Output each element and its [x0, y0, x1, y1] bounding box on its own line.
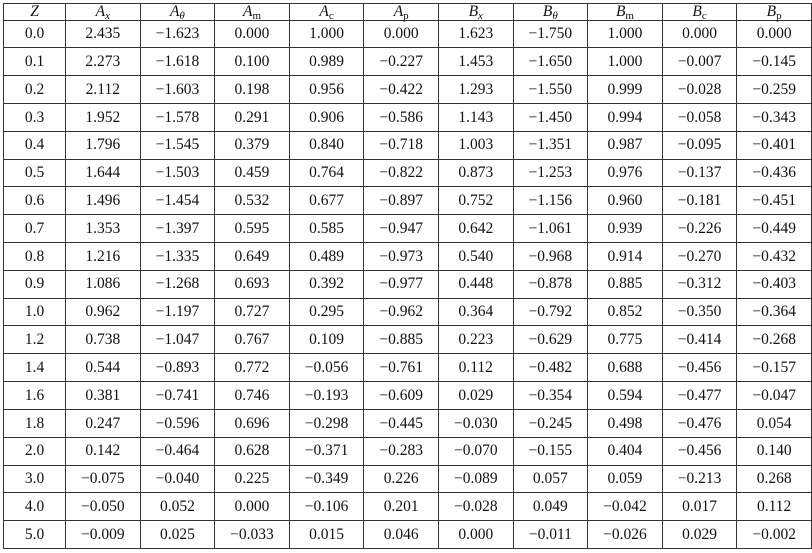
table-cell: −0.449 — [737, 215, 812, 243]
table-cell: 0.000 — [662, 20, 737, 48]
table-cell: 0.727 — [215, 298, 290, 326]
table-cell: 0.840 — [289, 131, 364, 159]
table-cell: 0.142 — [66, 437, 141, 465]
table-cell: −0.056 — [289, 354, 364, 382]
table-cell: −0.364 — [737, 298, 812, 326]
z-value-cell: 4.0 — [4, 493, 66, 521]
table-cell: 0.960 — [588, 187, 663, 215]
column-header-subscript: c — [328, 10, 334, 22]
table-cell: 0.642 — [438, 215, 513, 243]
table-cell: 0.693 — [215, 270, 290, 298]
z-value-cell: 0.2 — [4, 76, 66, 104]
table-header — [4, 4, 812, 21]
table-cell: −0.456 — [662, 437, 737, 465]
table-cell: 0.112 — [438, 354, 513, 382]
table-cell: −1.253 — [513, 159, 588, 187]
table-cell: −1.623 — [140, 20, 215, 48]
table-cell: −0.026 — [588, 521, 663, 549]
table-row — [4, 270, 812, 298]
table-cell: −0.226 — [662, 215, 737, 243]
column-header — [215, 4, 290, 21]
table-cell: −0.095 — [662, 131, 737, 159]
table-cell: −0.089 — [438, 465, 513, 493]
table-cell: 0.000 — [215, 493, 290, 521]
table-cell: −0.456 — [662, 354, 737, 382]
column-header-subscript: p — [776, 10, 782, 22]
table-row — [4, 437, 812, 465]
table-cell: 0.999 — [588, 76, 663, 104]
table-cell: −0.973 — [364, 243, 439, 271]
column-header — [438, 4, 513, 21]
table-cell: 1.496 — [66, 187, 141, 215]
table-cell: −0.451 — [737, 187, 812, 215]
table-cell: 0.049 — [513, 493, 588, 521]
table-cell: 2.273 — [66, 48, 141, 76]
table-cell: −0.259 — [737, 76, 812, 104]
table-cell: −0.718 — [364, 131, 439, 159]
column-header-symbol: Z — [30, 3, 39, 20]
table-cell: −0.629 — [513, 326, 588, 354]
table-cell: 1.353 — [66, 215, 141, 243]
table-cell: −0.042 — [588, 493, 663, 521]
table-cell: −0.464 — [140, 437, 215, 465]
column-header — [364, 4, 439, 21]
table-cell: −0.371 — [289, 437, 364, 465]
table-cell: 1.952 — [66, 103, 141, 131]
table-cell: 0.381 — [66, 382, 141, 410]
table-cell: 0.989 — [289, 48, 364, 76]
z-value-cell: 3.0 — [4, 465, 66, 493]
column-header-symbol: A — [319, 3, 329, 20]
table-cell: 0.223 — [438, 326, 513, 354]
table-cell: 0.962 — [66, 298, 141, 326]
table-cell: −0.977 — [364, 270, 439, 298]
table-cell: −0.349 — [289, 465, 364, 493]
table-row — [4, 382, 812, 410]
table-cell: −1.197 — [140, 298, 215, 326]
table-cell: 0.247 — [66, 409, 141, 437]
table-cell: −0.354 — [513, 382, 588, 410]
table-cell: 1.000 — [588, 20, 663, 48]
table-cell: 0.738 — [66, 326, 141, 354]
column-header-subscript: m — [252, 10, 261, 22]
table-cell: 1.644 — [66, 159, 141, 187]
table-row — [4, 131, 812, 159]
table-body — [4, 20, 812, 549]
table-cell: 2.112 — [66, 76, 141, 104]
table-cell: 0.000 — [737, 20, 812, 48]
table-cell: −0.193 — [289, 382, 364, 410]
column-header — [289, 4, 364, 21]
table-cell: 0.112 — [737, 493, 812, 521]
column-header-symbol: B — [766, 3, 777, 20]
table-cell: −0.897 — [364, 187, 439, 215]
table-cell: 0.594 — [588, 382, 663, 410]
table-cell: 0.404 — [588, 437, 663, 465]
table-cell: 0.544 — [66, 354, 141, 382]
table-cell: −0.040 — [140, 465, 215, 493]
table-cell: −0.476 — [662, 409, 737, 437]
column-header-symbol: A — [393, 3, 404, 20]
table-cell: 0.054 — [737, 409, 812, 437]
table-cell: −0.947 — [364, 215, 439, 243]
table-cell: −0.822 — [364, 159, 439, 187]
table-cell: −0.432 — [737, 243, 812, 271]
table-cell: −0.007 — [662, 48, 737, 76]
table-cell: 0.025 — [140, 521, 215, 549]
table-cell: −1.550 — [513, 76, 588, 104]
table-cell: 0.873 — [438, 159, 513, 187]
table-cell: 0.379 — [215, 131, 290, 159]
table-cell: −0.962 — [364, 298, 439, 326]
table-cell: −0.298 — [289, 409, 364, 437]
table-cell: 0.914 — [588, 243, 663, 271]
table-row — [4, 298, 812, 326]
table-cell: −1.047 — [140, 326, 215, 354]
table-row — [4, 76, 812, 104]
z-value-cell: 0.0 — [4, 20, 66, 48]
table-cell: 1.293 — [438, 76, 513, 104]
z-value-cell: 1.4 — [4, 354, 66, 382]
table-cell: −0.028 — [662, 76, 737, 104]
table-cell: −1.454 — [140, 187, 215, 215]
table-row — [4, 326, 812, 354]
column-header — [737, 4, 812, 21]
table-cell: 1.216 — [66, 243, 141, 271]
table-cell: 0.268 — [737, 465, 812, 493]
column-header-symbol: A — [242, 3, 253, 20]
table-cell: −0.075 — [66, 465, 141, 493]
table-cell: 0.696 — [215, 409, 290, 437]
table-cell: 0.392 — [289, 270, 364, 298]
table-row — [4, 20, 812, 48]
column-header — [140, 4, 215, 21]
table-cell: −0.030 — [438, 409, 513, 437]
table-cell: 0.775 — [588, 326, 663, 354]
table-cell: −0.343 — [737, 103, 812, 131]
table-cell: 0.201 — [364, 493, 439, 521]
table-cell: 1.143 — [438, 103, 513, 131]
table-cell: 0.595 — [215, 215, 290, 243]
z-value-cell: 5.0 — [4, 521, 66, 549]
table-cell: 0.677 — [289, 187, 364, 215]
z-value-cell: 1.0 — [4, 298, 66, 326]
table-cell: −0.058 — [662, 103, 737, 131]
z-value-cell: 0.4 — [4, 131, 66, 159]
table-cell: 0.939 — [588, 215, 663, 243]
table-cell: 0.885 — [588, 270, 663, 298]
table-cell: 0.746 — [215, 382, 290, 410]
table-cell: −0.596 — [140, 409, 215, 437]
column-header — [588, 4, 663, 21]
column-header-symbol: B — [615, 3, 626, 20]
z-value-cell: 0.5 — [4, 159, 66, 187]
table-cell: 0.015 — [289, 521, 364, 549]
table-cell: −0.609 — [364, 382, 439, 410]
table-cell: −0.761 — [364, 354, 439, 382]
z-value-cell: 0.8 — [4, 243, 66, 271]
column-header-symbol: B — [692, 3, 702, 20]
table-row — [4, 465, 812, 493]
table-cell: 1.000 — [289, 20, 364, 48]
table-cell: 0.498 — [588, 409, 663, 437]
z-value-cell: 0.6 — [4, 187, 66, 215]
table-cell: −0.403 — [737, 270, 812, 298]
column-header-subscript: x — [105, 10, 110, 22]
column-header — [513, 4, 588, 21]
table-cell: 0.767 — [215, 326, 290, 354]
table-cell: −0.011 — [513, 521, 588, 549]
table-cell: −0.401 — [737, 131, 812, 159]
table-row — [4, 103, 812, 131]
table-row — [4, 493, 812, 521]
table-cell: −1.351 — [513, 131, 588, 159]
table-cell: −1.397 — [140, 215, 215, 243]
column-header — [66, 4, 141, 21]
table-cell: −0.137 — [662, 159, 737, 187]
table-row — [4, 243, 812, 271]
table-cell: 0.448 — [438, 270, 513, 298]
table-cell: 0.225 — [215, 465, 290, 493]
table-cell: −0.586 — [364, 103, 439, 131]
table-cell: −0.245 — [513, 409, 588, 437]
column-header-subscript: p — [403, 10, 409, 22]
table-cell: −0.477 — [662, 382, 737, 410]
table-cell: −0.145 — [737, 48, 812, 76]
table-cell: −0.312 — [662, 270, 737, 298]
table-cell: 0.140 — [737, 437, 812, 465]
table-cell: 0.100 — [215, 48, 290, 76]
table-cell: −0.350 — [662, 298, 737, 326]
table-cell: 0.046 — [364, 521, 439, 549]
z-value-cell: 0.1 — [4, 48, 66, 76]
table-cell: −1.268 — [140, 270, 215, 298]
table-cell: 1.453 — [438, 48, 513, 76]
data-table — [3, 3, 812, 549]
table-cell: 0.649 — [215, 243, 290, 271]
table-cell: 1.003 — [438, 131, 513, 159]
table-cell: −1.618 — [140, 48, 215, 76]
table-cell: −0.033 — [215, 521, 290, 549]
table-cell: 0.000 — [215, 20, 290, 48]
table-cell: 0.052 — [140, 493, 215, 521]
table-cell: 0.226 — [364, 465, 439, 493]
table-cell: 0.057 — [513, 465, 588, 493]
table-cell: −0.070 — [438, 437, 513, 465]
table-cell: 0.532 — [215, 187, 290, 215]
column-header-symbol: A — [169, 3, 180, 20]
table-cell: 0.628 — [215, 437, 290, 465]
table-cell: 0.000 — [438, 521, 513, 549]
table-cell: −0.878 — [513, 270, 588, 298]
table-cell: −0.009 — [66, 521, 141, 549]
z-value-cell: 1.2 — [4, 326, 66, 354]
table-row — [4, 187, 812, 215]
table-cell: −0.106 — [289, 493, 364, 521]
table-cell: 0.994 — [588, 103, 663, 131]
column-header-subscript: c — [701, 10, 707, 22]
column-header-subscript: x — [478, 10, 483, 22]
table-cell: −0.283 — [364, 437, 439, 465]
table-cell: −0.422 — [364, 76, 439, 104]
table-cell: −0.270 — [662, 243, 737, 271]
table-cell: −0.968 — [513, 243, 588, 271]
table-cell: 0.029 — [438, 382, 513, 410]
table-cell: 0.000 — [364, 20, 439, 48]
z-value-cell: 0.9 — [4, 270, 66, 298]
table-cell: −1.335 — [140, 243, 215, 271]
table-cell: −1.650 — [513, 48, 588, 76]
table-cell: 0.906 — [289, 103, 364, 131]
header-row — [4, 4, 812, 21]
table-cell: −1.603 — [140, 76, 215, 104]
table-cell: 0.976 — [588, 159, 663, 187]
z-value-cell: 0.3 — [4, 103, 66, 131]
table-cell: −0.741 — [140, 382, 215, 410]
table-cell: −0.028 — [438, 493, 513, 521]
column-header-subscript: θ — [552, 10, 558, 22]
column-header — [4, 4, 66, 21]
z-value-cell: 1.8 — [4, 409, 66, 437]
table-row — [4, 48, 812, 76]
table-cell: −0.047 — [737, 382, 812, 410]
table-cell: −0.436 — [737, 159, 812, 187]
table-cell: 0.364 — [438, 298, 513, 326]
table-cell: −0.181 — [662, 187, 737, 215]
table-cell: −0.885 — [364, 326, 439, 354]
column-header-subscript: θ — [179, 10, 185, 22]
table-cell: 0.752 — [438, 187, 513, 215]
table-cell: 0.987 — [588, 131, 663, 159]
table-cell: −0.414 — [662, 326, 737, 354]
table-cell: −0.155 — [513, 437, 588, 465]
table-cell: 0.059 — [588, 465, 663, 493]
table-cell: −0.213 — [662, 465, 737, 493]
table-cell: −0.268 — [737, 326, 812, 354]
table-cell: −1.578 — [140, 103, 215, 131]
table-cell: 0.109 — [289, 326, 364, 354]
table-cell: −0.157 — [737, 354, 812, 382]
z-value-cell: 1.6 — [4, 382, 66, 410]
table-cell: −0.050 — [66, 493, 141, 521]
table-cell: 0.772 — [215, 354, 290, 382]
table-cell: 1.000 — [588, 48, 663, 76]
column-header-symbol: B — [468, 3, 479, 20]
table-row — [4, 159, 812, 187]
table-cell: 2.435 — [66, 20, 141, 48]
table-cell: 1.623 — [438, 20, 513, 48]
z-value-cell: 2.0 — [4, 437, 66, 465]
table-cell: −1.503 — [140, 159, 215, 187]
table-cell: −1.545 — [140, 131, 215, 159]
table-cell: −0.482 — [513, 354, 588, 382]
table-cell: 0.295 — [289, 298, 364, 326]
table-cell: −0.227 — [364, 48, 439, 76]
table-cell: 0.764 — [289, 159, 364, 187]
table-cell: −0.893 — [140, 354, 215, 382]
column-header-symbol: B — [542, 3, 553, 20]
table-cell: −1.450 — [513, 103, 588, 131]
table-cell: −1.061 — [513, 215, 588, 243]
z-value-cell: 0.7 — [4, 215, 66, 243]
table-cell: 0.585 — [289, 215, 364, 243]
column-header — [662, 4, 737, 21]
table-cell: 0.459 — [215, 159, 290, 187]
table-cell: −0.445 — [364, 409, 439, 437]
table-cell: 0.540 — [438, 243, 513, 271]
table-cell: 0.852 — [588, 298, 663, 326]
table-cell: −0.002 — [737, 521, 812, 549]
table-cell: −1.750 — [513, 20, 588, 48]
table-cell: 0.489 — [289, 243, 364, 271]
column-header-symbol: A — [95, 3, 106, 20]
table-cell: −1.156 — [513, 187, 588, 215]
column-header-subscript: m — [625, 10, 634, 22]
table-cell: 0.956 — [289, 76, 364, 104]
table-cell: 0.017 — [662, 493, 737, 521]
table-cell: 0.291 — [215, 103, 290, 131]
table-cell: 0.029 — [662, 521, 737, 549]
table-cell: 1.796 — [66, 131, 141, 159]
table-cell: 0.198 — [215, 76, 290, 104]
table-cell: −0.792 — [513, 298, 588, 326]
table-row — [4, 354, 812, 382]
table-cell: 1.086 — [66, 270, 141, 298]
table-row — [4, 521, 812, 549]
table-row — [4, 409, 812, 437]
table-row — [4, 215, 812, 243]
table-cell: 0.688 — [588, 354, 663, 382]
